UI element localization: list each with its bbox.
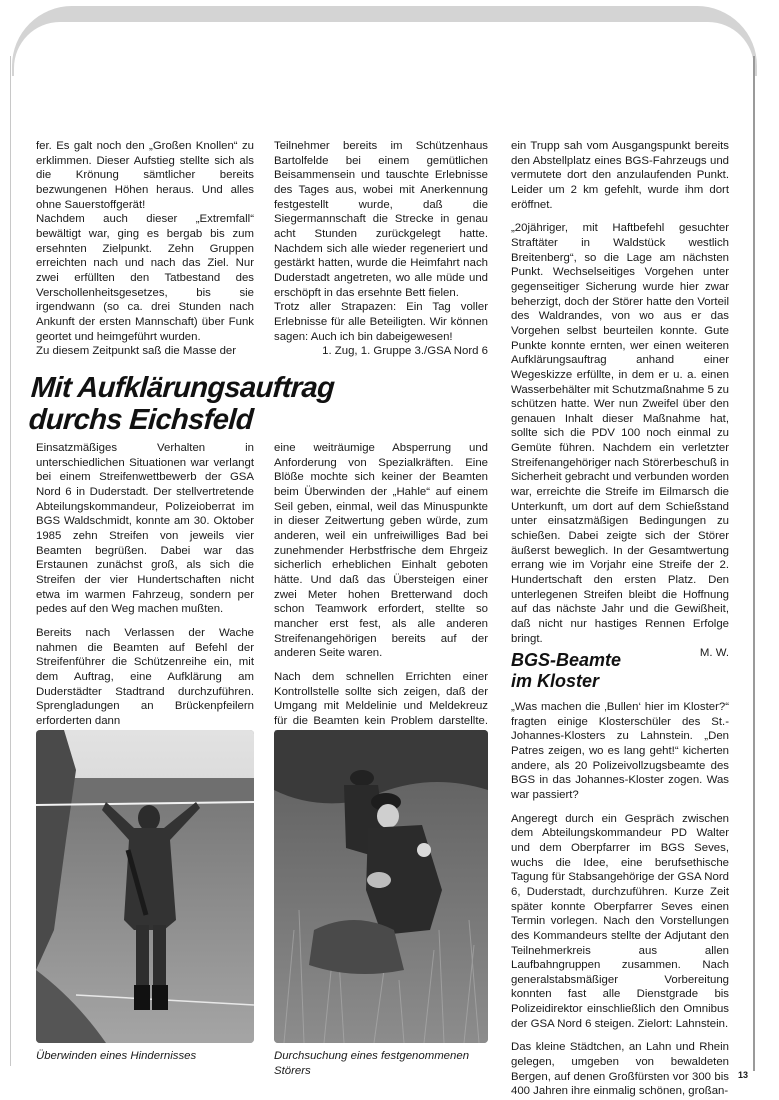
caption-photo-1: Überwinden eines Hindernisses [36, 1050, 197, 1062]
left-margin-rule [10, 56, 11, 1066]
column-3-kloster [511, 700, 729, 1099]
photo-obstacle-crossing [36, 730, 254, 1043]
headline-line-1: Mit Aufklärungsauftrag [30, 372, 336, 404]
photo-obstacle-crossing-image [36, 730, 254, 1043]
paragraph: Trotz aller Strapazen: Ein Tag voller Erlebnisse für alle Beteiligten. Wir können sagen: Auch ich bin dabeigewesen! [274, 301, 488, 343]
signature: M. W. [699, 647, 729, 660]
column-3-article [511, 139, 729, 661]
paragraph: Nach dem schnellen Errichten einer Kontrollstelle sollte sich zeigen, daß der Umgang mit Meldelinie und Meldekreuz für die Beamten kein Problem darstellte. [274, 670, 488, 727]
column-1-article [36, 441, 254, 728]
caption-photo-2: Durchsuchung eines festgenommenen Störers [274, 1050, 470, 1077]
author-credit: 1. Zug, 1. Gruppe 3./GSA Nord 6 [322, 345, 488, 358]
paragraph: Zu diesem Zeitpunkt saß die Masse der [36, 345, 237, 358]
paragraph: Angeregt durch ein Gespräch zwischen dem Abteilungskommandeur PD Walter und dem Oberpfarrer im BGS Seves, wuchs die Idee, eine berufsethische Tagung für Stabsangehörige der GSA Nord 6, Duderstadt, durchzuführen. Kurze Zeit später konnte Oberpfarrer Seves einen Termin vorlegen. Nach den Vorstellungen des Kommandeurs stellte der Adjutant den Teilnehmerkreis aus allen Laufbahngruppen zusammen. Nach generalstabsmäßiger Vorbereitung konnten fast alle Dienstgrade bis Polizeidirektor einschließlich den Omnibus der GSA Nord 6 steigen. Zielort: Lahnstein. [511, 812, 729, 1030]
header-decor-inner [14, 22, 754, 82]
right-margin-rule [753, 56, 755, 1071]
column-2-article [274, 441, 488, 743]
page-number: 13 [738, 1070, 749, 1080]
column-1-top [36, 139, 254, 359]
paragraph: Nachdem auch dieser „Extremfall“ bewältigt war, ging es bergab bis zum ersehnten Zielpunkt. Zehn Gruppen erreichten nach und nach das Ziel. Nur zwei erfüllten den Tatbestand des Verschollenheitsgesetzes, bis sie irgendwann (so ca. drei Stunden nach Ankunft der ersten Mannschaft) über Funk geortet und heimgeführt wurden. [36, 213, 254, 343]
paragraph: Teilnehmer bereits im Schützenhaus Bartolfelde bei einem gemütlichen Beisammensein und tauschte Erlebnisse des Tages aus, wobei mit Anerkennung festgestellt wurde, daß die Siegermannschaft die Strecke in genau acht Stunden zurückgelegt hatte. Nachdem sich alle wieder regeneriert und gestärkt hatten, wurde die Heimfahrt nach Duderstadt angetreten, wo alle müde und erschöpft in das ersehnte Bett fielen. [274, 140, 488, 299]
kloster-headline-line-1: BGS-Beamte [511, 650, 622, 670]
article-headline [28, 372, 336, 436]
paragraph: Einsatzmäßiges Verhalten in unterschiedlichen Situationen war verlangt bei einem Streifenwettbewerb der GSA Nord 6 in Duderstadt. Der stellvertretende Abteilungskommandeur, Polizeioberrat im BGS Waldschmidt, konnte am 30. Oktober 1985 zehn Streifen von jeweils vier Beamten begrüßen. Dabei war das Erstaunen zunächst groß, als sich die Streifen der vier Hundertschaften nicht etwa im warmen Fahrzeug, sondern per pedes auf den Weg machen mußten. [36, 442, 254, 616]
paragraph: Bereits nach Verlassen der Wache nahmen die Beamten auf Befehl der Streifenführer die Schützenreihe ein, mit dem Auftrag, eine Aufklärung am Duderstädter Stadtrand durchzuführen. Sprengladungen an Brückenpfeilern erforderten dann [36, 626, 254, 727]
paragraph: „20jähriger, mit Haftbefehl gesuchter Straftäter in Waldstück westlich Breitenberg“, so die Lage am nächsten Punkt. Wechselseitiges Vorgehen unter gegenseitiger Sicherung wurde hier zwar beherzigt, doch der Störer hatte den Vorteil des Waldrandes, von wo aus er das Vorgehen selbst beurteilen konnte. Gute Punkte konnte ernten, wer einen weiteren Aufklärungsauftrag anhand einer Wegeskizze erfüllte, in dem er u. a. einen Wasserbehälter mit Schutzmaßnahme 5 zu schützen hatte. Wer nun Zweifel über den genauen Inhalt dieser Maßnahme hat, sollte sich die PDV 100 noch einmal zu Gemüte führen. Nachdem ein verletzter Streifenangehöriger nach Störerbeschuß in Sicherheit gebracht und verbunden worden war, erreichte die Streife im Eilmarsch die Unterkunft, um dort auf dem Schießstand unter einsatzmäßigen Bedingungen zu schießen. Dabei zeigte sich der Störer äußerst beweglich. In der Gesamtwertung errang wie im Vorjahr eine Streife der 2. Hundertschaft den ersten Platz. Den unterlegenen Streifen bleibt die Hoffnung auf das nächste Jahr und die Gewißheit, daß nicht nur hastiges Rennen Erfolge bringt. [511, 222, 729, 645]
kloster-headline [511, 650, 621, 691]
paragraph: eine weiträumige Absperrung und Anforderung von Spezialkräften. Eine Blöße mochte sich keiner der Beamten beim Überwinden der „Hahle“ auf einem Seil geben, einmal, weil das Minuspunkte in dieser Zeitwertung geben würde, zum anderen, weil ein unfreiwilliges Bad bei zunehmender Herbstfrische dem Ehrgeiz sicherlich erheblichen Einhalt geboten hätte. Und daß das Übersteigen einer zwei Meter hohen Bretterwand doch schon Teamwork erfordert, stellte so mancher erst fest, als alle anderen Streifenangehörigen bereits auf der anderen Seite waren. [274, 442, 488, 660]
paragraph: Das kleine Städtchen, an Lahn und Rhein gelegen, umgeben von bewaldeten Bergen, auf denen Großfürsten vor 300 bis 400 Jahren ihre einmalig schönen, großan- [511, 1041, 729, 1098]
headline-line-2: durchs Eichsfeld [27, 404, 255, 436]
paragraph: „Was machen die ‚Bullen‘ hier im Kloster?“ fragten einige Klosterschüler des St.-Johannes-Klosters zu Lahnstein. „Den Patres zeigen, wo es lang geht!“ kicherten andere, als 20 Polizeivollzugsbeamte des BGS in das Johannes-Kloster zogen. Was war passiert? [511, 701, 729, 801]
paragraph: ein Trupp sah vom Ausgangspunkt bereits den Abstellplatz eines BGS-Fahrzeugs und vermutete dort den anzulaufenden Punkt. Leider um 2 km gefehlt, wurde ihm dort eröffnet. [511, 140, 729, 211]
paragraph: fer. Es galt noch den „Großen Knollen“ zu erklimmen. Dieser Aufstieg stellte sich als die Krönung sämtlicher bereits bezwungenen Höhen heraus. Und alles ohne Sauerstoffgerät! [36, 140, 254, 211]
column-2-top [274, 139, 488, 359]
photo-search-detainee [274, 730, 488, 1043]
photo-search-detainee-image [274, 730, 488, 1043]
kloster-headline-line-2: im Kloster [511, 670, 600, 691]
